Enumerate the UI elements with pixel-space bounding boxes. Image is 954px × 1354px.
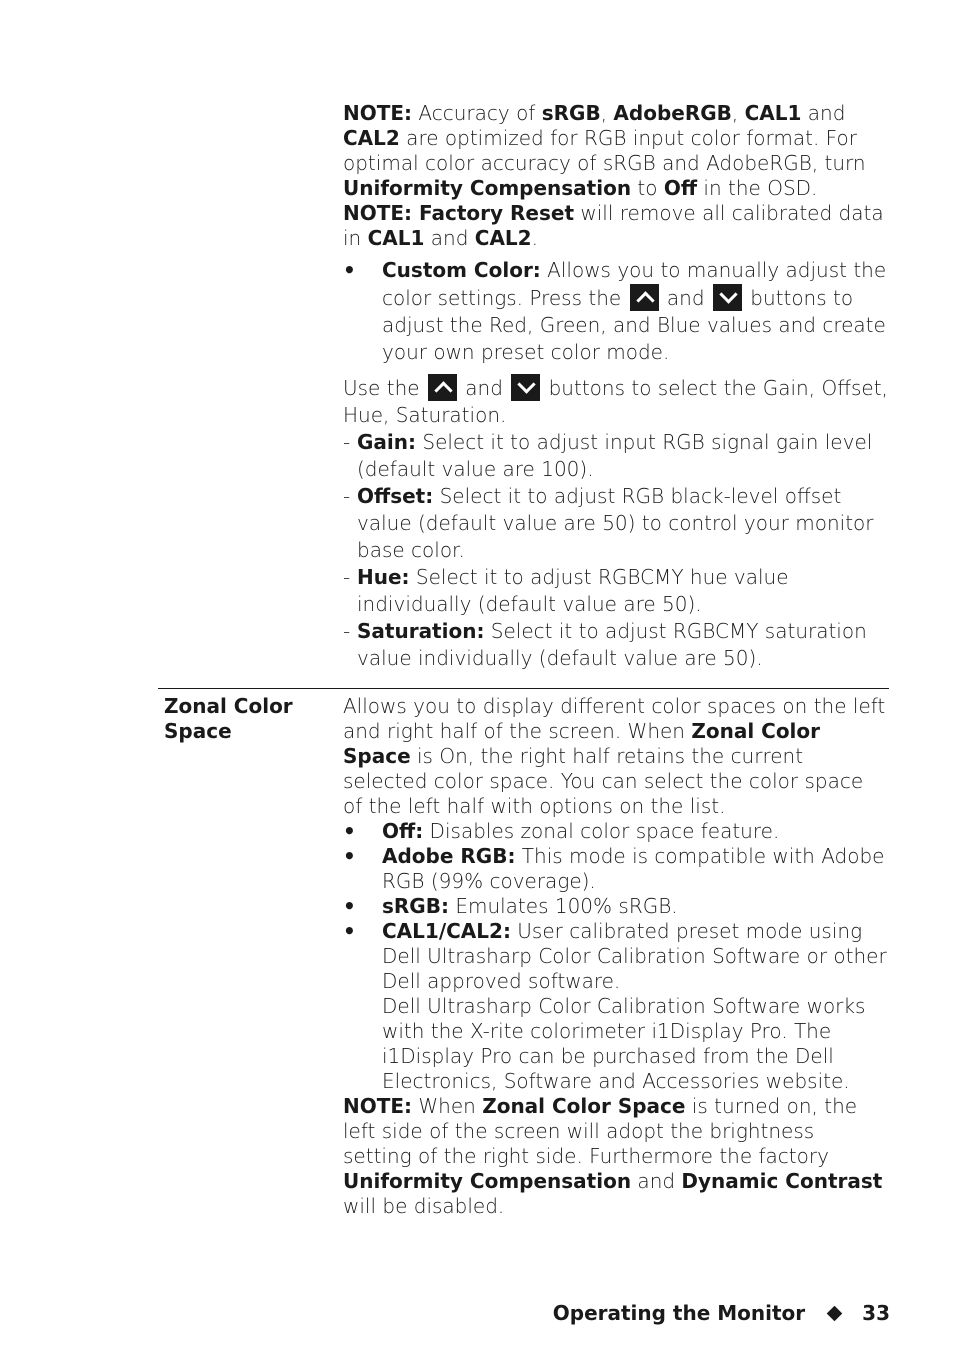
diamond-icon — [827, 1306, 843, 1322]
section-title: Operating the Monitor — [552, 1301, 806, 1325]
page-footer — [553, 1299, 890, 1327]
option-hue: - Hue: Select it to adjust RGBCMY hue value individually (default value are 50). — [343, 565, 789, 616]
cal-software-note: Dell Ultrasharp Color Calibration Software works with the X-rite colorimeter i1Display Pro. The i1Display Pro can be purchased from the Dell Electronics, Software and Accessories website. — [382, 994, 866, 1093]
option-offset: - Offset: Select it to adjust RGB black-level offset value (default value are 50) to control your monitor base color. — [343, 484, 874, 562]
zonal-note: NOTE: When Zonal Color Space is turned on, the left side of the screen will adopt the brightness setting of the right side. Furthermore the factory Uniformity Compensation and Dynamic Contrast will be disabled. — [343, 1094, 883, 1218]
table-divider — [158, 688, 889, 689]
zonal-color-space-description — [343, 694, 888, 1219]
page-number: 33 — [862, 1301, 890, 1325]
chevron-up-icon — [630, 284, 659, 311]
custom-color-bullet: • Custom Color: Allows you to manually adjust the color settings. Press the and buttons to adjust the Red, Green, and Blue values and create your own preset color mode. — [343, 257, 888, 366]
note-accuracy: NOTE: Accuracy of sRGB, AdobeRGB, CAL1 and CAL2 are optimized for RGB input color format. For optimal color accuracy of sRGB and AdobeRGB, turn Uniformity Compensation to Off in the OSD. — [343, 101, 866, 200]
option-saturation: - Saturation: Select it to adjust RGBCMY saturation value individually (default value are 50). — [343, 619, 867, 670]
use-buttons-text: Use the and buttons to select the Gain, Offset, Hue, Saturation. — [343, 376, 888, 427]
note-factory-reset: NOTE: Factory Reset will remove all calibrated data in CAL1 and CAL2. — [343, 201, 884, 250]
chevron-up-icon — [428, 374, 457, 401]
bullet-srgb: • sRGB: Emulates 100% sRGB. — [343, 894, 888, 919]
zonal-color-space-label: Zonal Color Space — [164, 694, 293, 743]
top-section — [343, 101, 888, 672]
chevron-down-icon — [511, 374, 540, 401]
bullet-cal: • CAL1/CAL2: User calibrated preset mode using Dell Ultrasharp Color Calibration Software or other Dell approved software. — [343, 919, 888, 994]
bullet-adobe-rgb: • Adobe RGB: This mode is compatible with Adobe RGB (99% coverage). — [343, 844, 888, 894]
zonal-intro: Allows you to display different color spaces on the left and right half of the screen. When Zonal Color Space is On, the right half retains the current selected color space. You can select the color space of the left half with options on the list. — [343, 694, 886, 818]
bullet-off: • Off: Disables zonal color space feature. — [343, 819, 888, 844]
option-gain: - Gain: Select it to adjust input RGB signal gain level (default value are 100). — [343, 430, 873, 481]
chevron-down-icon — [713, 284, 742, 311]
